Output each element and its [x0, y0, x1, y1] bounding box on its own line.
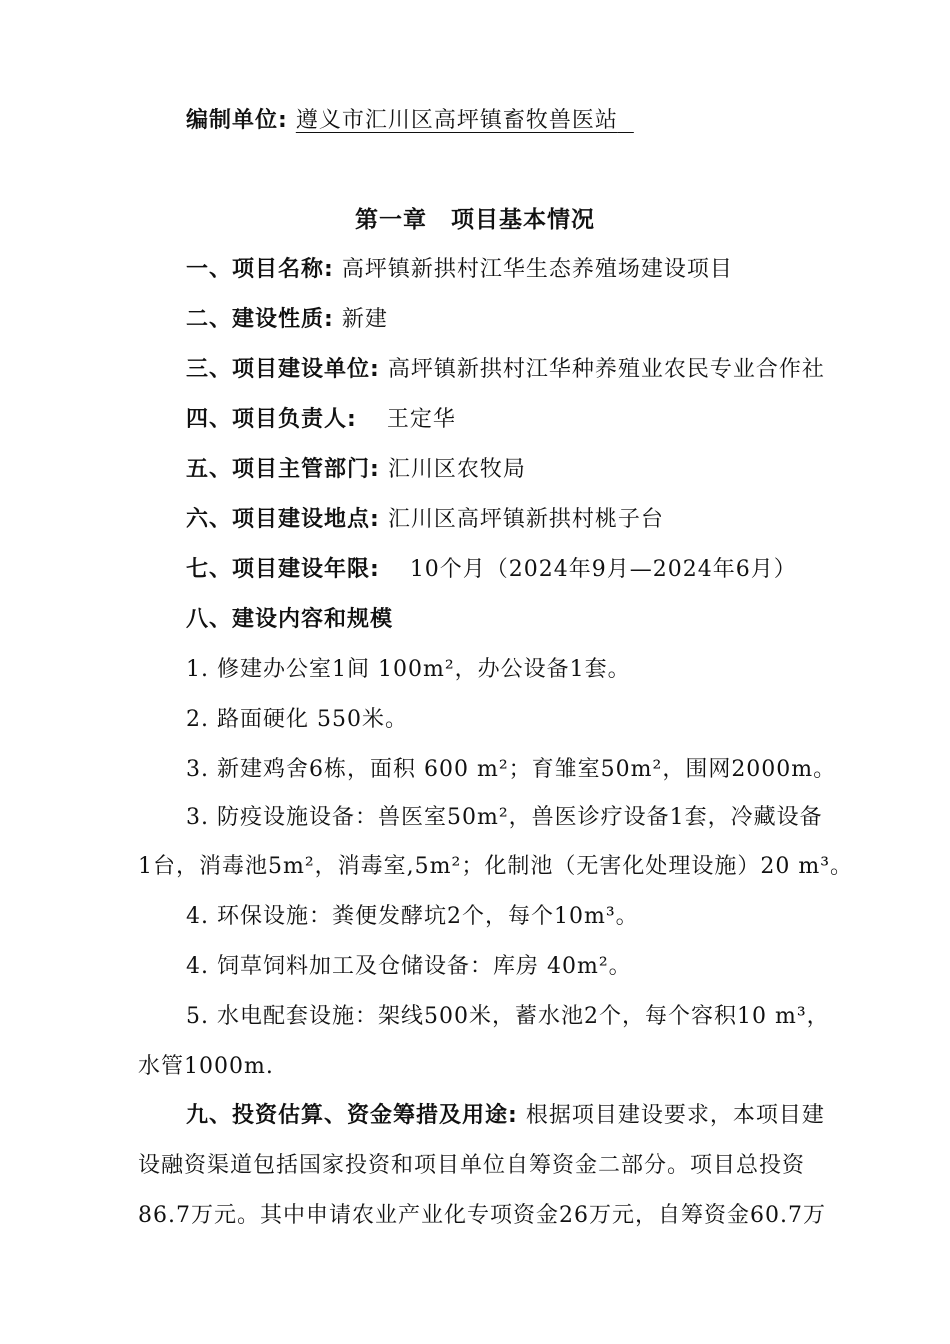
content-line-utilities-a: 5. 水电配套设施：架线500米，蓄水池2个，每个容积10 m³，: [186, 1004, 830, 1029]
item-value: 新建: [341, 307, 388, 332]
content-line-road: 2. 路面硬化 550米。: [186, 707, 408, 732]
item-label: 六、项目建设地点:: [186, 507, 380, 532]
item-construction-nature: [0, 305, 950, 335]
item-label: 三、项目建设单位:: [186, 357, 380, 382]
chapter-title: 第一章 项目基本情况: [355, 207, 595, 233]
content-line-environment: 4. 环保设施：粪便发酵坑2个，每个10m³。: [186, 904, 639, 929]
item-construction-unit: [0, 355, 950, 385]
investment-line-3: 86.7万元。其中申请农业产业化专项资金26万元，自筹资金60.7万: [138, 1203, 826, 1228]
content-line-henhouse: 3. 新建鸡舍6栋，面积 600 m²；育雏室50m²，围网2000m。: [186, 757, 837, 782]
item-project-leader: [0, 405, 950, 435]
compiling-unit-label: 编制单位:: [186, 108, 288, 133]
item-label: 七、项目建设年限:: [186, 557, 380, 582]
investment-label: 九、投资估算、资金筹措及用途:: [186, 1103, 518, 1128]
content-line-utilities-b: 水管1000m.: [138, 1054, 274, 1079]
compiling-unit-value: 遵义市汇川区高坪镇畜牧兽医站: [295, 108, 618, 133]
content-line-epidemic-a: 3. 防疫设施设备：兽医室50m²，兽医诊疗设备1套，冷藏设备: [186, 805, 823, 830]
item-value: 高坪镇新拱村江华种养殖业农民专业合作社: [387, 357, 825, 382]
compiling-unit-line: [0, 106, 950, 136]
item-label: 八、建设内容和规模: [186, 607, 394, 632]
item-project-name: [0, 255, 950, 285]
investment-line-1: [0, 1101, 950, 1131]
investment-text: 根据项目建设要求，本项目建: [525, 1103, 825, 1128]
item-supervising-dept: [0, 455, 950, 485]
item-label: 二、建设性质:: [186, 307, 334, 332]
content-line-epidemic-b: 1台，消毒池5m²，消毒室,5m²；化制池（无害化处理设施）20 m³。: [138, 854, 854, 879]
item-value: 汇川区农牧局: [387, 457, 526, 482]
item-construction-site: [0, 505, 950, 535]
item-label: 四、项目负责人:: [186, 407, 357, 432]
item-construction-period: [0, 555, 950, 585]
item-value: 汇川区高坪镇新拱村桃子台: [387, 507, 664, 532]
item-value: 高坪镇新拱村江华生态养殖场建设项目: [341, 257, 733, 282]
item-construction-content: [0, 605, 950, 635]
content-line-office: 1. 修建办公室1间 100m²，办公设备1套。: [186, 657, 631, 682]
investment-line-2: 设融资渠道包括国家投资和项目单位自筹资金二部分。项目总投资: [138, 1153, 806, 1178]
item-value: 10个月（2024年9月—2024年6月）: [409, 557, 797, 582]
item-label: 一、项目名称:: [186, 257, 334, 282]
item-label: 五、项目主管部门:: [186, 457, 380, 482]
content-line-feed-storage: 4. 饲草饲料加工及仓储设备：库房 40m²。: [186, 954, 632, 979]
item-value: 王定华: [386, 407, 456, 432]
